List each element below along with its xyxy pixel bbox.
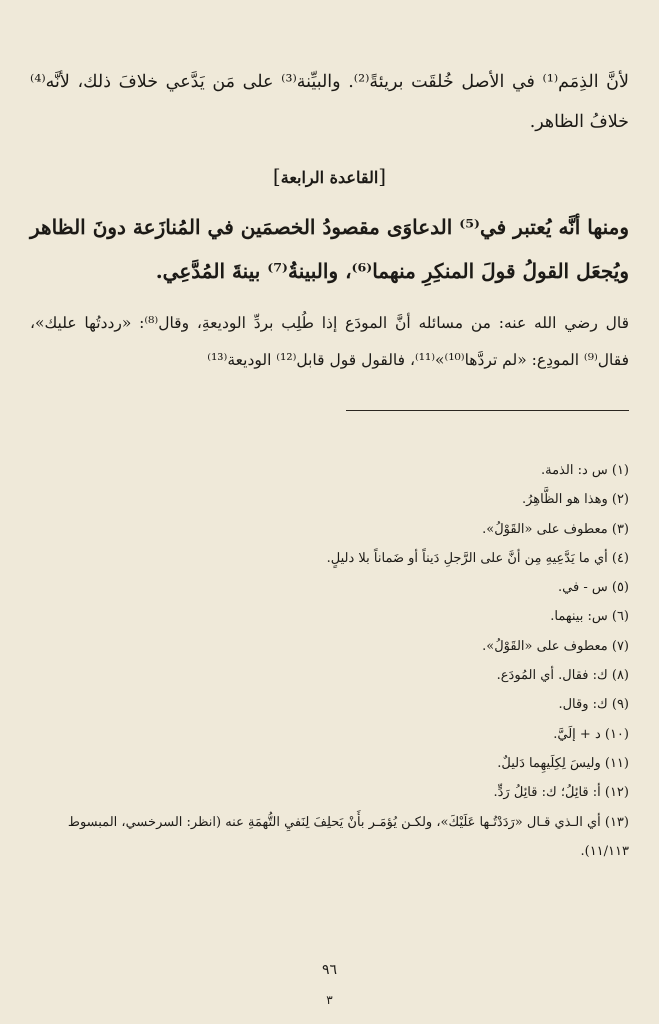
footnote-10: (١٠) د + إلَيَّ. (553, 726, 629, 742)
footnote-12: (١٢) أ: قائِلُ؛ ك: قائِلُ رَدٍّ. (493, 785, 629, 801)
signature-mark: ٣ (326, 993, 333, 1007)
footnote-9: (٩) ك: وقال. (558, 697, 629, 713)
footnote-separator (346, 410, 629, 411)
section-heading-text: القاعدة الرابعة (280, 168, 379, 187)
footnote-7: (٧) معطوف على «القَوْلُ». (482, 638, 629, 654)
footnote-5: (٥) س - في. (558, 580, 629, 596)
footnote-2: (٢) وهذا هو الظَّاهِرُ. (521, 492, 629, 508)
footnote-4: (٤) أي ما يَدَّعِيهِ مِن أنَّ على الرَّجلِ دَيناً أو ضَماناً بلا دليلٍ. (326, 550, 629, 566)
section-heading: [القاعدة الرابعة] (272, 164, 387, 188)
footnote-11: (١١) وليسَ لِكِلَيهِما دَليلٌ. (497, 755, 629, 771)
page-number: ٩٦ (321, 962, 338, 978)
footnote-8: (٨) ك: فقال. أي المُودَع. (496, 668, 629, 684)
paragraph-intro: لأنَّ الذِمَم⁽¹⁾ في الأصل خُلقَت بريئةً⁽²⁾. والبيِّنة⁽³⁾ على مَن يَدَّعي خلافَ ذلك، لأنَّه⁽⁴⁾ خلافُ الظاهر. (30, 72, 630, 132)
footnote-1: (١) س د: الذمة. (540, 463, 629, 478)
footnote-13: (١٣) أي الـذي قـال «رَدَدْتُـها عَلَيْكَ»، ولكـن يُؤمَـر بأَنْ يَحلِفَ لِنَفيِ التُّهمَةِ عنه (انظر: السرخسي، المبسوط ١١/١١٣). (67, 814, 629, 859)
footnote-3: (٣) معطوف على «القَوْلُ». (482, 521, 629, 537)
paragraph-explanation: قال رضي الله عنه: من مسائله أنَّ المودَع إذا طُلِب بردِّ الوديعةِ، وقال⁽⁸⁾: «رددتُها عليك»، فقال⁽⁹⁾ المودِع: «لم تردَّها⁽¹⁰⁾»⁽¹¹⁾، فالقول قول قابل⁽¹²⁾ الوديعة⁽¹³⁾ (30, 314, 629, 369)
section-heading-wrap (0, 163, 659, 191)
rule-statement: ومنها أنَّه يُعتبر في⁽⁵⁾ الدعاوَى مقصودُ الخصمَين في المُنازَعة دونَ الظاهر ويُجعَل القولُ قولَ المنكِرِ منهما⁽⁶⁾، والبينةُ⁽⁷⁾ بينةَ المُدَّعِي. (30, 215, 629, 283)
footnote-6: (٦) س: بينهما. (550, 609, 629, 625)
footnotes-list (30, 456, 629, 868)
